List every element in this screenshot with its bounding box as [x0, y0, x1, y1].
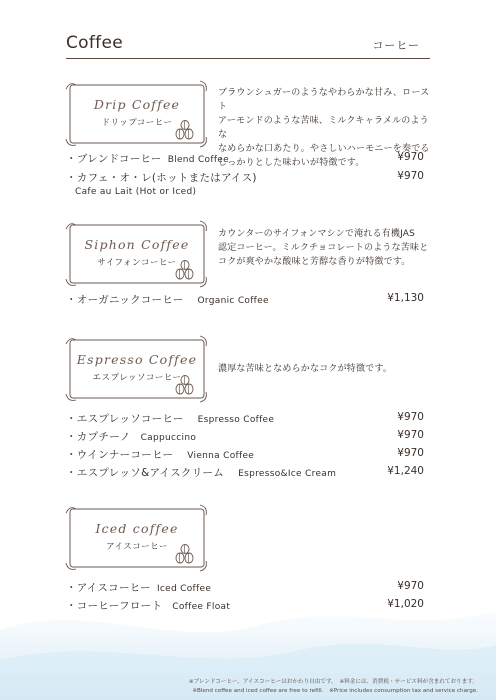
menu-item: [66, 598, 430, 613]
menu-item: [66, 429, 430, 444]
menu-item: [66, 447, 430, 462]
item-name-en: Espresso Coffee: [197, 415, 275, 425]
item-price: ¥970: [397, 447, 424, 459]
page-title-jp: コーヒー: [372, 39, 420, 52]
footer-note: [138, 678, 478, 696]
menu-item: [66, 411, 430, 426]
description-line: アーモンドのような苦味、ミルクキャラメルのような: [218, 116, 429, 140]
item-name-en: Coffee Float: [172, 602, 231, 612]
item-name-jp: ・ブレンドコーヒー: [66, 153, 162, 165]
description-line: カウンターのサイフォンマシンで淹れる有機JAS: [218, 229, 416, 239]
coffee-beans-icon: [174, 543, 196, 565]
section-frame-iced: [70, 509, 204, 567]
item-price: ¥970: [397, 411, 424, 423]
description-line: 濃厚な苦味となめらかなコクが特徴です。: [218, 364, 393, 374]
menu-item: [66, 580, 430, 595]
menu-item: [66, 151, 430, 166]
item-price: ¥1,130: [387, 292, 424, 304]
item-name-en: Espresso&Ice Cream: [238, 469, 337, 479]
item-name-en: Vienna Coffee: [187, 451, 255, 461]
footer-note-jp: ※ブレンドコーヒー、アイスコーヒーはおかわり自由です。 ※料金には、消費税・サービス料が含まれております。: [188, 679, 478, 685]
description-line: 認定コーヒー。ミルクチョコレートのような苦味と: [218, 243, 429, 253]
item-name-en: Organic Coffee: [197, 296, 269, 306]
item-name-jp: ・コーヒーフロート: [66, 600, 163, 612]
description-line: なめらかな口あたり。やさしいハーモニーを奏でる: [218, 144, 430, 154]
section-name-jp: サイフォンコーヒー: [97, 258, 177, 268]
menu-item: [66, 170, 430, 197]
item-price: ¥970: [397, 429, 424, 441]
item-name-en: Cafe au Lait (Hot or Iced): [75, 187, 197, 197]
item-name-jp: ・ウインナーコーヒー: [66, 449, 174, 461]
description-line: コクが爽やかな酸味と芳醇な香りが特徴です。: [218, 257, 411, 267]
footer-note-en: ※Blend coffee and iced coffee are free to refill. ※Price includes consumption tax and service charge.: [192, 688, 478, 694]
section-description: [218, 362, 430, 376]
section-name-jp: ドリップコーヒー: [101, 118, 173, 128]
item-name-jp: ・オーガニックコーヒー: [66, 294, 184, 306]
item-name-jp: ・アイスコーヒー: [66, 582, 151, 594]
section-name: Drip Coffee: [93, 97, 181, 112]
coffee-beans-icon: [174, 374, 196, 396]
section-frame-espresso: [70, 340, 204, 398]
coffee-beans-icon: [174, 119, 196, 141]
item-name-en: Blend Coffee: [167, 155, 229, 165]
item-price: ¥970: [397, 151, 424, 163]
section-name: Iced coffee: [95, 521, 179, 536]
description-line: ブラウンシュガーのようなやわらかな甘み、ロースト: [218, 88, 430, 112]
section-description: [218, 227, 430, 269]
item-price: ¥970: [397, 170, 424, 182]
page-title: Coffee: [66, 33, 123, 53]
item-price: ¥1,240: [387, 465, 424, 477]
item-name-jp: ・カプチーノ: [66, 431, 131, 443]
item-name-en: Cappuccino: [140, 433, 197, 443]
item-price: ¥970: [397, 580, 424, 592]
item-name-en: Iced Coffee: [156, 584, 212, 594]
item-name-jp: ・カフェ・オ・レ(ホットまたはアイス): [66, 172, 257, 184]
section-name-jp: エスプレッソコーヒー: [92, 373, 182, 383]
header-divider: [66, 58, 430, 59]
description-line: しっかりとした味わいが特徴です。: [218, 158, 365, 168]
section-frame-drip: [70, 85, 204, 143]
section-name: Espresso Coffee: [76, 352, 198, 367]
item-price: ¥1,020: [387, 598, 424, 610]
coffee-beans-icon: [174, 259, 196, 281]
menu-item: [66, 292, 430, 307]
menu-item: [66, 465, 430, 480]
section-frame-siphon: [70, 225, 204, 283]
section-name: Siphon Coffee: [84, 237, 190, 252]
item-name-jp: ・エスプレッソコーヒー: [66, 413, 184, 425]
section-name-jp: アイスコーヒー: [106, 542, 168, 552]
item-name-jp: ・エスプレッソ&アイスクリーム: [66, 467, 225, 479]
